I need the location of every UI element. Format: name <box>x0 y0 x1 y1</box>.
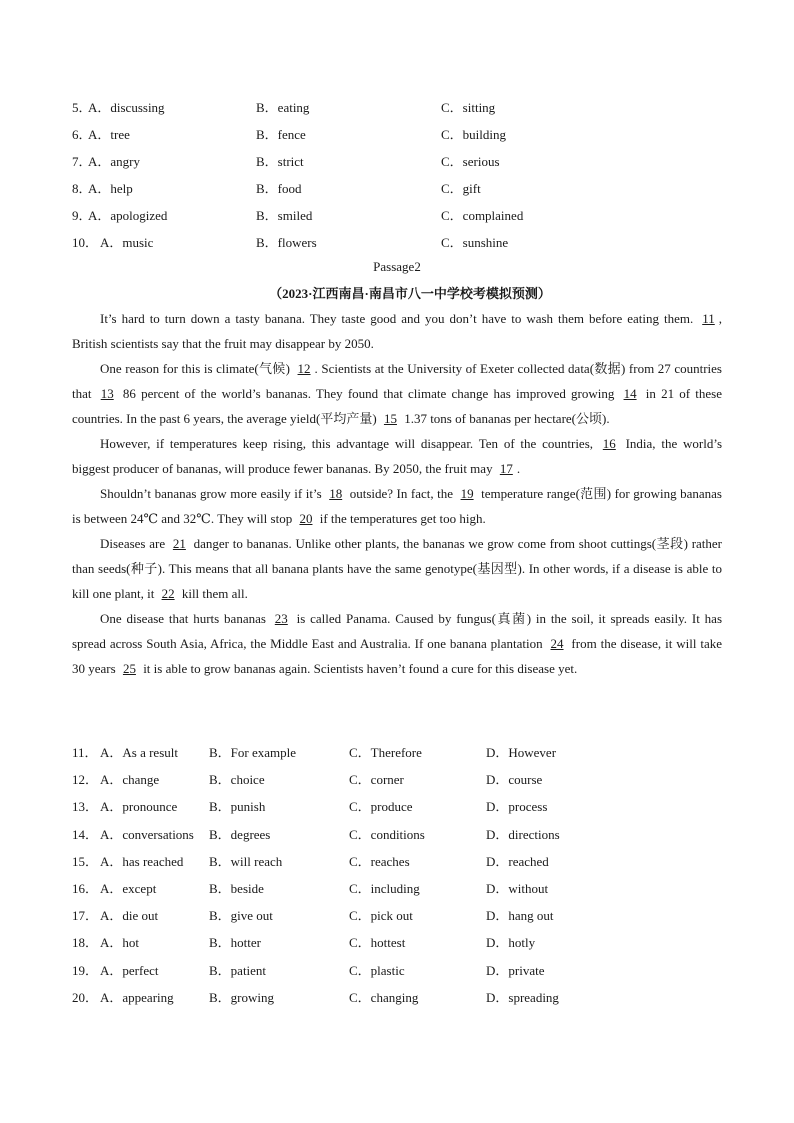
option-b: B．fence <box>256 127 306 142</box>
question-number: 5． <box>72 100 92 115</box>
option-a: A．apologized <box>88 208 168 223</box>
option-a: A．angry <box>88 154 140 169</box>
option-a: A．die out <box>100 908 159 924</box>
paragraph-1: It’s hard to turn down a tasty banana. They taste good and you don’t have to wash them before eating them. 11 , British scientists say that the fruit may disappear by 2050. <box>72 311 722 351</box>
question-number: 19． <box>72 962 99 978</box>
option-a: A．As a result <box>100 745 178 760</box>
question-number: 20． <box>72 989 99 1005</box>
option-c: C．corner <box>349 772 404 788</box>
option-c: C．including <box>349 880 420 896</box>
blank-17: 17 <box>499 461 513 476</box>
option-b: B．smiled <box>256 208 313 223</box>
question-number: 6． <box>72 127 92 142</box>
option-a: A．tree <box>88 127 130 142</box>
option-b: B．growing <box>209 989 275 1005</box>
option-d: D．hang out <box>486 908 554 924</box>
blank-15: 15 <box>383 411 397 426</box>
blank-18: 18 <box>329 486 343 501</box>
option-c: C．produce <box>349 799 413 815</box>
question-number: 13． <box>72 799 99 815</box>
option-c: C．Therefore <box>349 745 422 760</box>
option-a: A．help <box>88 181 133 196</box>
option-c: C．serious <box>441 154 500 169</box>
option-c: C．hottest <box>349 935 406 951</box>
option-a: A．conversations <box>100 826 194 842</box>
option-c: C．conditions <box>349 826 425 842</box>
question-number: 9． <box>72 208 92 223</box>
option-a: A．has reached <box>100 853 184 869</box>
option-b: B．food <box>256 181 302 196</box>
blank-14: 14 <box>623 386 637 401</box>
option-a: A．discussing <box>88 100 165 115</box>
paragraph-2: One reason for this is climate(气候) 12 . Scientists at the University of Exeter collected data(数据) from 27 countries that 13 86 percent of the world’s bananas. They found that climate change has improved growing 14 in 21 of these countries. In the past 6 years, the average yield(平均产量) 15 1.37 tons of bananas per hectare(公顷). <box>72 361 722 426</box>
option-d: D．reached <box>486 853 549 869</box>
option-c: C．changing <box>349 989 419 1005</box>
option-b: B．hotter <box>209 935 261 951</box>
paragraph-5: Diseases are 21 danger to bananas. Unlike other plants, the bananas we grow come from shoot cuttings(茎段) rather than seeds(种子). This means that all banana plants have the same genotype(基因型). In other words, if a disease is able to kill one plant, it 22 kill them all. <box>72 536 723 601</box>
option-d: D．directions <box>486 826 560 842</box>
option-b: B．flowers <box>256 235 317 250</box>
blank-13: 13 <box>100 386 114 401</box>
option-b: B．strict <box>256 154 304 169</box>
blank-22: 22 <box>161 586 175 601</box>
blank-20: 20 <box>299 511 313 526</box>
passage-title: Passage2 <box>373 259 421 274</box>
question-number: 11． <box>72 745 98 760</box>
blank-12: 12 <box>297 361 311 376</box>
option-d: D．process <box>486 799 548 815</box>
option-b: B．eating <box>256 100 310 115</box>
option-c: C．sitting <box>441 100 496 115</box>
question-number: 16． <box>72 880 99 896</box>
option-c: C．pick out <box>349 908 413 924</box>
paragraph-6: One disease that hurts bananas 23 is called Panama. Caused by fungus(真菌) in the soil, it spreads easily. It has spread across South Asia, Africa, the Middle East and Australia. If one banana plantation 24 from the disease, it will take 30 years 25 it is able to grow bananas again. Scientists haven’t found a cure for this disease yet. <box>72 611 722 676</box>
option-c: C．reaches <box>349 853 410 869</box>
option-a: A．pronounce <box>100 799 178 815</box>
blank-21: 21 <box>172 536 186 551</box>
option-b: B．beside <box>209 880 264 896</box>
question-number: 14． <box>72 826 99 842</box>
blank-24: 24 <box>550 636 564 651</box>
blank-19: 19 <box>460 486 474 501</box>
option-a: A．hot <box>100 935 140 951</box>
blank-16: 16 <box>602 436 616 451</box>
option-c: C．building <box>441 127 507 142</box>
option-c: C．complained <box>441 208 524 223</box>
option-b: B．punish <box>209 799 266 815</box>
question-number: 8． <box>72 181 92 196</box>
option-b: B．degrees <box>209 826 271 842</box>
option-a: A．except <box>100 880 157 896</box>
option-b: B．For example <box>209 745 297 760</box>
blank-11: 11 <box>702 311 715 326</box>
option-b: B．give out <box>209 908 273 924</box>
question-number: 12． <box>72 772 99 788</box>
question-number: 18． <box>72 935 99 951</box>
blank-25: 25 <box>122 661 136 676</box>
option-b: B．patient <box>209 962 267 978</box>
option-b: B．will reach <box>209 853 283 869</box>
paragraph-4: Shouldn’t bananas grow more easily if it’s 18 outside? In fact, the 19 temperature range(范围) for growing bananas is between 24℃ and 32℃. They will stop 20 if the temperatures get too high. <box>72 486 722 526</box>
passage-body <box>72 306 722 681</box>
passage-source: （2023·江西南昌·南昌市八一中学校考模拟预测） <box>269 286 551 301</box>
option-d: D．hotly <box>486 935 536 951</box>
paragraph-3: However, if temperatures keep rising, this advantage will disappear. Ten of the countries, 16 India, the world’s biggest producer of bananas, will produce fewer bananas. By 2050, the fruit may 17 . <box>72 436 722 476</box>
option-d: D．private <box>486 962 545 978</box>
option-a: A．appearing <box>100 989 174 1005</box>
question-number: 7． <box>72 154 92 169</box>
option-d: D．without <box>486 880 549 896</box>
blank-23: 23 <box>274 611 288 626</box>
option-d: D．However <box>486 745 557 760</box>
option-d: D．course <box>486 772 543 788</box>
option-c: C．gift <box>441 181 481 196</box>
option-d: D．spreading <box>486 989 559 1005</box>
option-b: B．choice <box>209 772 265 788</box>
option-c: C．sunshine <box>441 235 509 250</box>
option-a: A．change <box>100 772 160 788</box>
question-number: 17． <box>72 908 99 924</box>
question-number: 15． <box>72 853 99 869</box>
option-a: A．perfect <box>100 962 159 978</box>
option-a: A．music <box>100 235 154 250</box>
question-number: 10． <box>72 235 99 250</box>
option-c: C．plastic <box>349 962 405 978</box>
